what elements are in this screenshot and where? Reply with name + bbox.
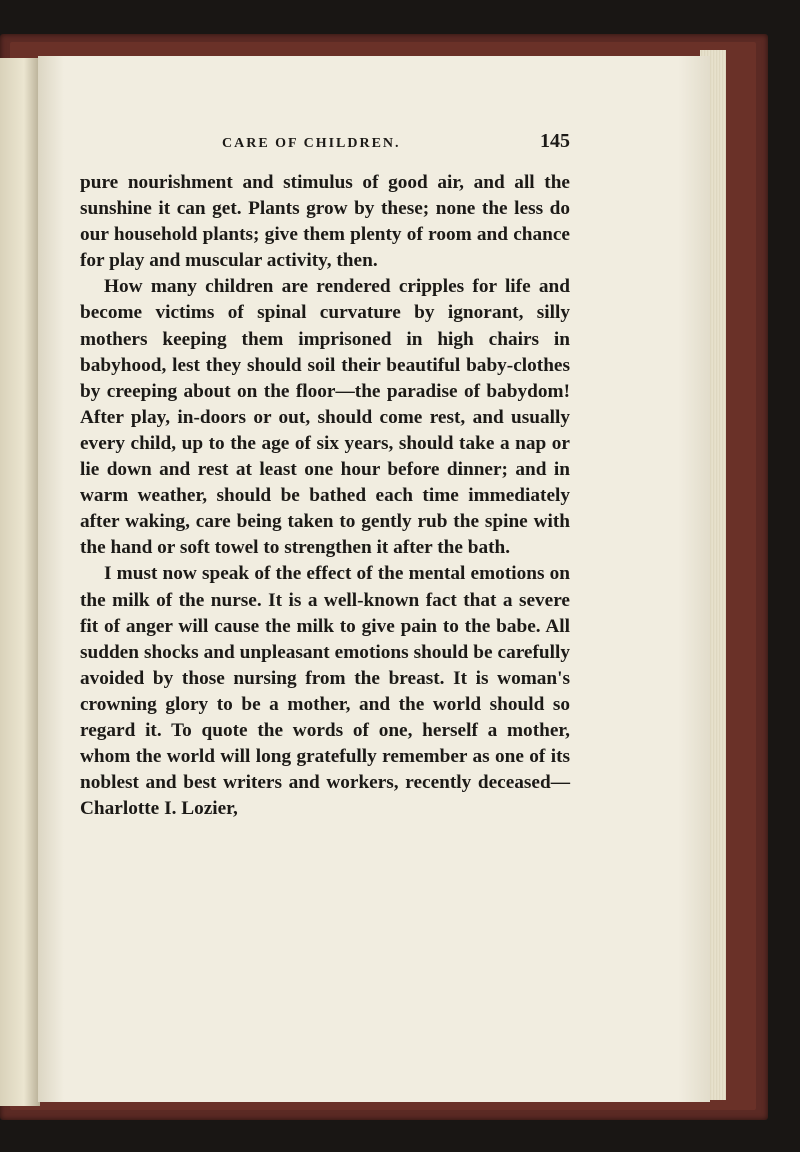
facing-page-edge bbox=[0, 58, 40, 1106]
page-number: 145 bbox=[540, 130, 570, 152]
page-header bbox=[80, 130, 570, 158]
body-text bbox=[80, 170, 570, 822]
running-head: CARE OF CHILDREN. bbox=[222, 136, 401, 151]
paragraph-1: pure nourishment and stimulus of good air, and all the sunshine it can get. Plants grow by these; none the less do our household plants; give them plenty of room and chance for play and muscular activity, then. bbox=[80, 172, 570, 272]
paragraph-3: I must now speak of the effect of the mental emotions on the milk of the nurse. It is a well-known fact that a severe fit of anger will cause the milk to give pain to the babe. All sudden shocks and unpleasant emotions should be carefully avoided by those nursing from the breast. It is woman's crowning glory to be a mother, and the world should so regard it. To quote the words of one, herself a mother, whom the world will long gratefully remember as one of its noblest and best writers and workers, recently deceased—Charlotte I. Lozier, bbox=[80, 563, 570, 820]
paragraph-2: How many children are rendered cripples for life and become victims of spinal curvature by ignorant, silly mothers keeping them imprisoned in high chairs in babyhood, lest they should soil their beautiful baby-clothes by creeping about on the floor—the paradise of babydom! After play, in-doors or out, should come rest, and usually every child, up to the age of six years, should take a nap or lie down and rest at least one hour before dinner; and in warm weather, should be bathed each time immediately after waking, care being taken to gently rub the spine with the hand or soft towel to strengthen it after the bath. bbox=[80, 276, 570, 559]
